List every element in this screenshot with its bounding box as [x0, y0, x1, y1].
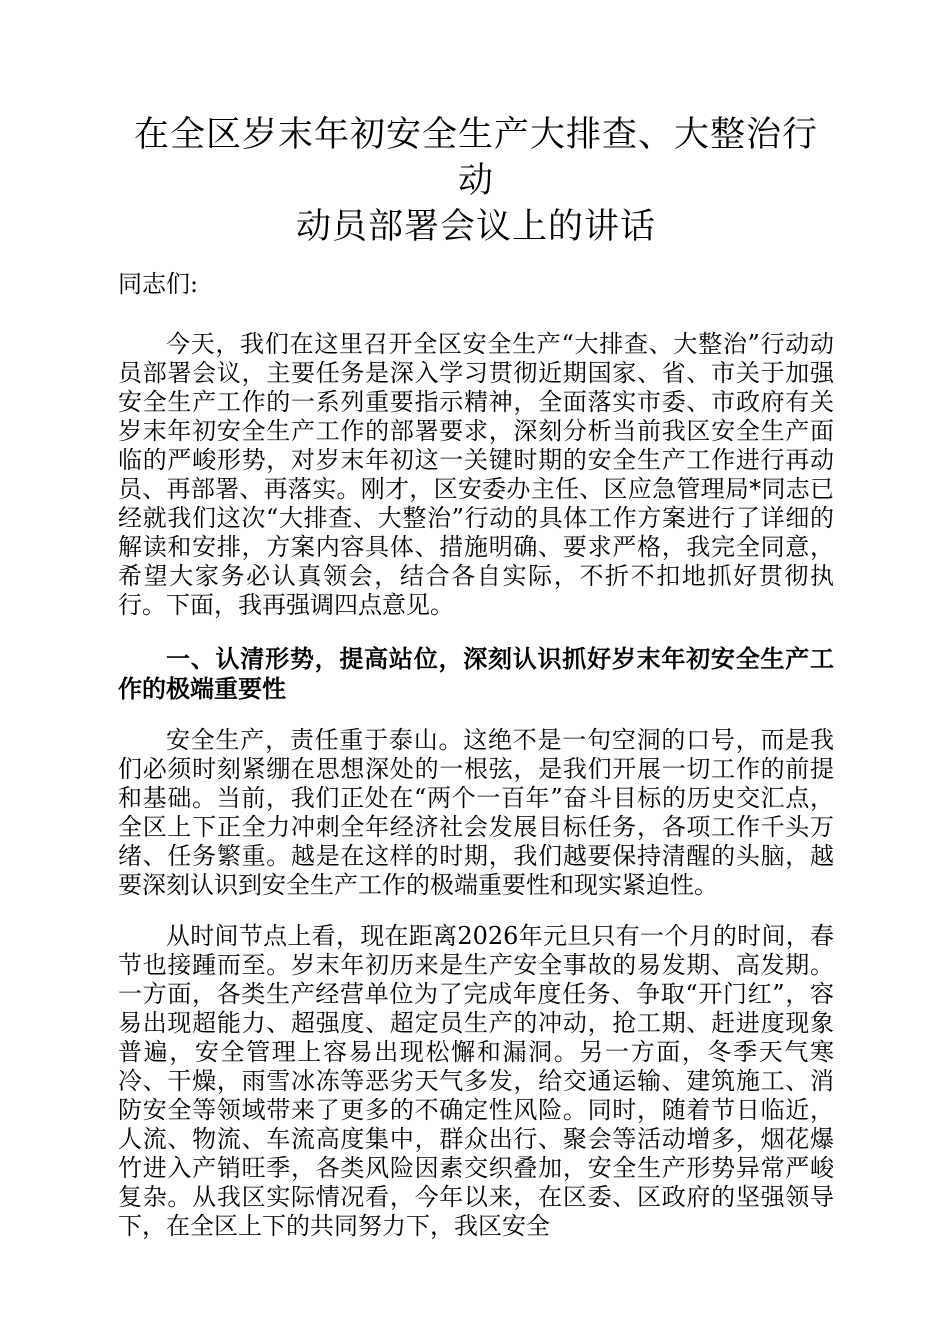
document-title — [118, 112, 834, 250]
salutation: 同志们: — [118, 270, 199, 298]
document-page — [118, 112, 834, 1241]
paragraph-intro: 今天，我们在这里召开全区安全生产“大排查、大整治”行动动员部署会议，主要任务是深入学习贯彻近期国家、省、市关于加强安全生产工作的一系列重要指示精神，全面落实市委、市政府有关岁末年初安全生产工作的部署要求，深刻分析当前我区安全生产面临的严峻形势，对岁末年初这一关键时期的安全生产工作进行再动员、再部署、再落实。刚才，区安委办主任、区应急管理局*同志已经就我们这次“大排查、大整治”行动的具体工作方案进行了详细的解读和安排，方案内容具体、措施明确、要求严格，我完全同意，希望大家务必认真领会，结合各自实际，不折不扣地抓好贯彻执行。下面，我再强调四点意见。 — [118, 330, 834, 619]
title-line-2: 动员部署会议上的讲话 — [295, 207, 656, 247]
section-heading-1: 一、认清形势，提高站位，深刻认识抓好岁末年初安全生产工作的极端重要性 — [118, 644, 834, 703]
paragraph-safety-responsibility: 安全生产，责任重于泰山。这绝不是一句空洞的口号，而是我们必须时刻紧绷在思想深处的一根弦，是我们开展一切工作的前提和基础。当前，我们正处在“两个一百年”奋斗目标的历史交汇点，全区上下正全力冲刺全年经济社会发展目标任务，各项工作千头万绪、任务繁重。越是在这样的时期，我们越要保持清醒的头脑，越要深刻认识到安全生产工作的极端重要性和现实紧迫性。 — [118, 726, 834, 899]
paragraph-time-node: 从时间节点上看，现在距离2026年元旦只有一个月的时间，春节也接踵而至。岁末年初历来是生产安全事故的易发期、高发期。一方面，各类生产经营单位为了完成年度任务、争取“开门红”，容易出现超能力、超强度、超定员生产的冲动，抢工期、赶进度现象普遍，安全管理上容易出现松懈和漏洞。另一方面，冬季天气寒冷、干燥，雨雪冰冻等恶劣天气多发，给交通运输、建筑施工、消防安全等领域带来了更多的不确定性风险。同时，随着节日临近，人流、物流、车流高度集中，群众出行、聚会等活动增多，烟花爆竹进入产销旺季，各类风险因素交织叠加，安全生产形势异常严峻复杂。从我区实际情况看，今年以来，在区委、区政府的坚强领导下，在全区上下的共同努力下，我区安全 — [118, 922, 834, 1240]
title-line-1: 在全区岁末年初安全生产大排查、大整治行动 — [133, 115, 818, 201]
